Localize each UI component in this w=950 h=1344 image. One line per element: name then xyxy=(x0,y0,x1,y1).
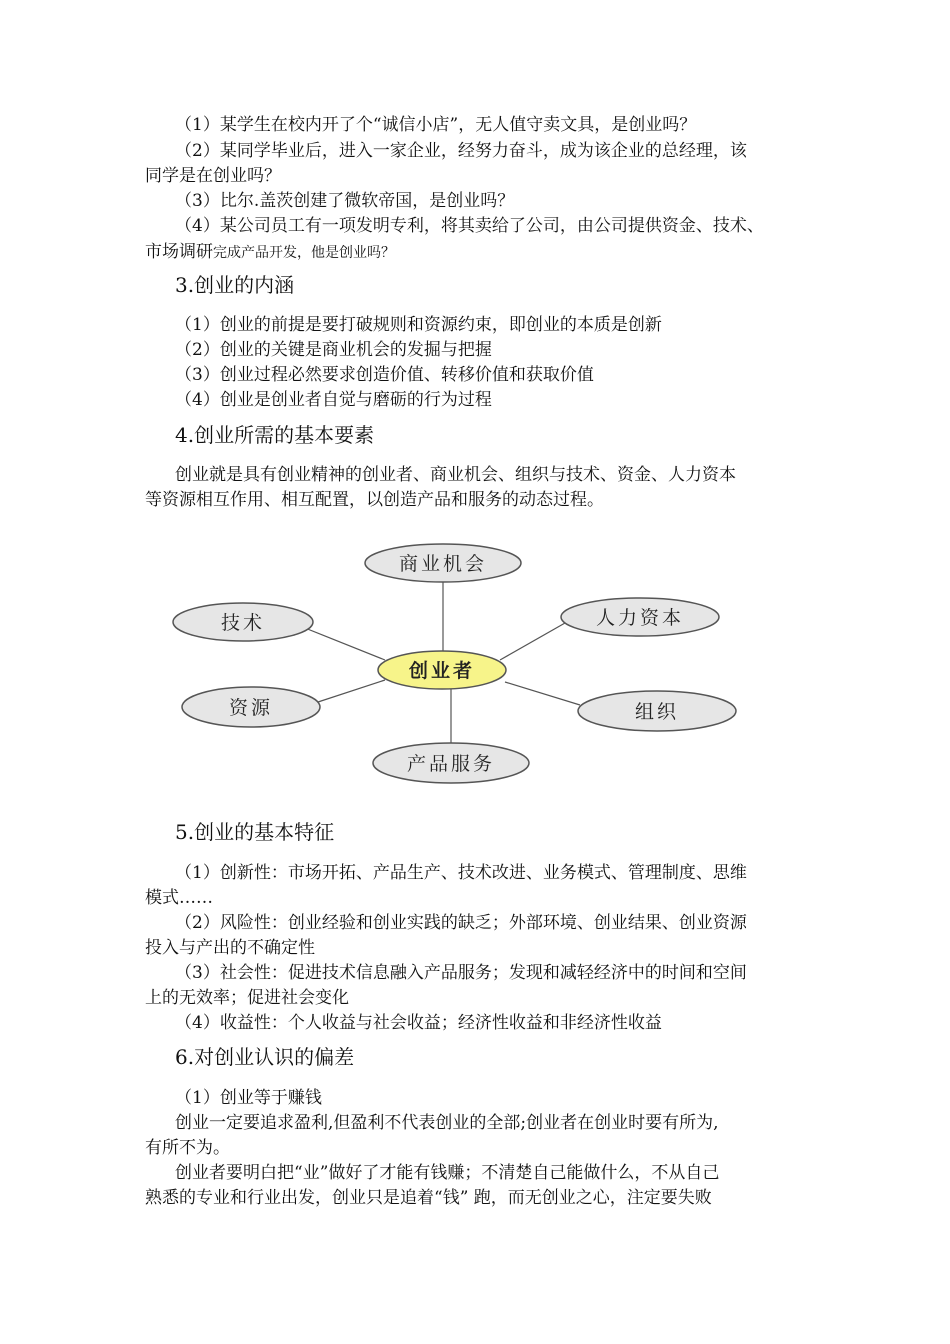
question-4-text-b: 完成产品开发，他是创业吗？ xyxy=(213,245,395,261)
node-right-lower-label: 组织 xyxy=(634,701,680,723)
section-6-paragraph-1-line-2: 有所不为。 xyxy=(145,1138,230,1158)
section-6-paragraph-2-line-1: 创业者要明白把“业”做好了才能有钱赚；不清楚自己能做什么，不从自己 xyxy=(175,1163,720,1183)
node-top-label: 商业机会 xyxy=(398,553,488,575)
section-5-item-2-line-2: 投入与产出的不确定性 xyxy=(145,938,315,958)
section-4-paragraph-line-1: 创业就是具有创业精神的创业者、商业机会、组织与技术、资金、人力资本 xyxy=(175,465,736,485)
section-4-heading: 4.创业所需的基本要素 xyxy=(175,423,375,447)
section-4-paragraph-line-2: 等资源相互作用、相互配置，以创造产品和服务的动态过程。 xyxy=(145,490,604,510)
question-4-text-a: 市场调研 xyxy=(145,242,213,262)
diagram-labels xyxy=(221,553,684,775)
section-3-item-3: （3）创业过程必然要求创造价值、转移价值和获取价值 xyxy=(175,365,594,385)
section-3-item-2: （2）创业的关键是商业机会的发掘与把握 xyxy=(175,340,492,360)
question-2-line-1: （2）某同学毕业后，进入一家企业，经努力奋斗，成为该企业的总经理，该 xyxy=(175,141,747,161)
section-6-paragraph-2-line-2: 熟悉的专业和行业出发，创业只是追着“钱” 跑，而无创业之心，注定要失败 xyxy=(145,1188,712,1208)
section-5-item-1-line-1: （1）创新性：市场开拓、产品生产、技术改进、业务模式、管理制度、思维 xyxy=(175,863,747,883)
section-3-item-4: （4）创业是创业者自觉与磨砺的行为过程 xyxy=(175,390,492,410)
section-3-heading: 3.创业的内涵 xyxy=(175,273,295,297)
connector-right-upper xyxy=(500,623,565,660)
section-5-item-3-line-1: （3）社会性：促进技术信息融入产品服务；发现和减轻经济中的时间和空间 xyxy=(175,963,747,983)
section-5-item-2-line-1: （2）风险性：创业经验和创业实践的缺乏；外部环境、创业结果、创业资源 xyxy=(175,913,747,933)
question-4-line-1: （4）某公司员工有一项发明专利，将其卖给了公司，由公司提供资金、技术、 xyxy=(175,216,764,236)
section-3-item-1: （1）创业的前提是要打破规则和资源约束，即创业的本质是创新 xyxy=(175,315,662,335)
section-5-item-1-line-2: 模式…… xyxy=(145,888,213,908)
question-2-line-2: 同学是在创业吗？ xyxy=(145,166,281,186)
connector-left-upper xyxy=(305,628,385,660)
question-3: （3）比尔.盖茨创建了微软帝国，是创业吗？ xyxy=(175,191,515,211)
section-5-item-3-line-2: 上的无效率；促进社会变化 xyxy=(145,988,349,1008)
node-center-label: 创业者 xyxy=(408,660,476,682)
connector-left-lower xyxy=(318,680,385,702)
section-6-heading: 6.对创业认识的偏差 xyxy=(175,1045,355,1069)
section-6-paragraph-1-line-1: 创业一定要追求盈利,但盈利不代表创业的全部;创业者在创业时要有所为, xyxy=(175,1113,719,1133)
node-bottom-label: 产品服务 xyxy=(406,753,496,775)
question-1: （1）某学生在校内开了个“诚信小店”，无人值守卖文具，是创业吗？ xyxy=(175,115,697,135)
section-5-heading: 5.创业的基本特征 xyxy=(175,820,335,844)
node-left-lower-label: 资源 xyxy=(228,697,274,719)
section-6-subheading-1: （1）创业等于赚钱 xyxy=(175,1088,322,1108)
section-5-item-4: （4）收益性：个人收益与社会收益；经济性收益和非经济性收益 xyxy=(175,1013,662,1033)
node-left-upper-label: 技术 xyxy=(220,612,266,634)
node-right-upper-label: 人力资本 xyxy=(595,607,685,629)
connector-right-lower xyxy=(505,682,580,705)
